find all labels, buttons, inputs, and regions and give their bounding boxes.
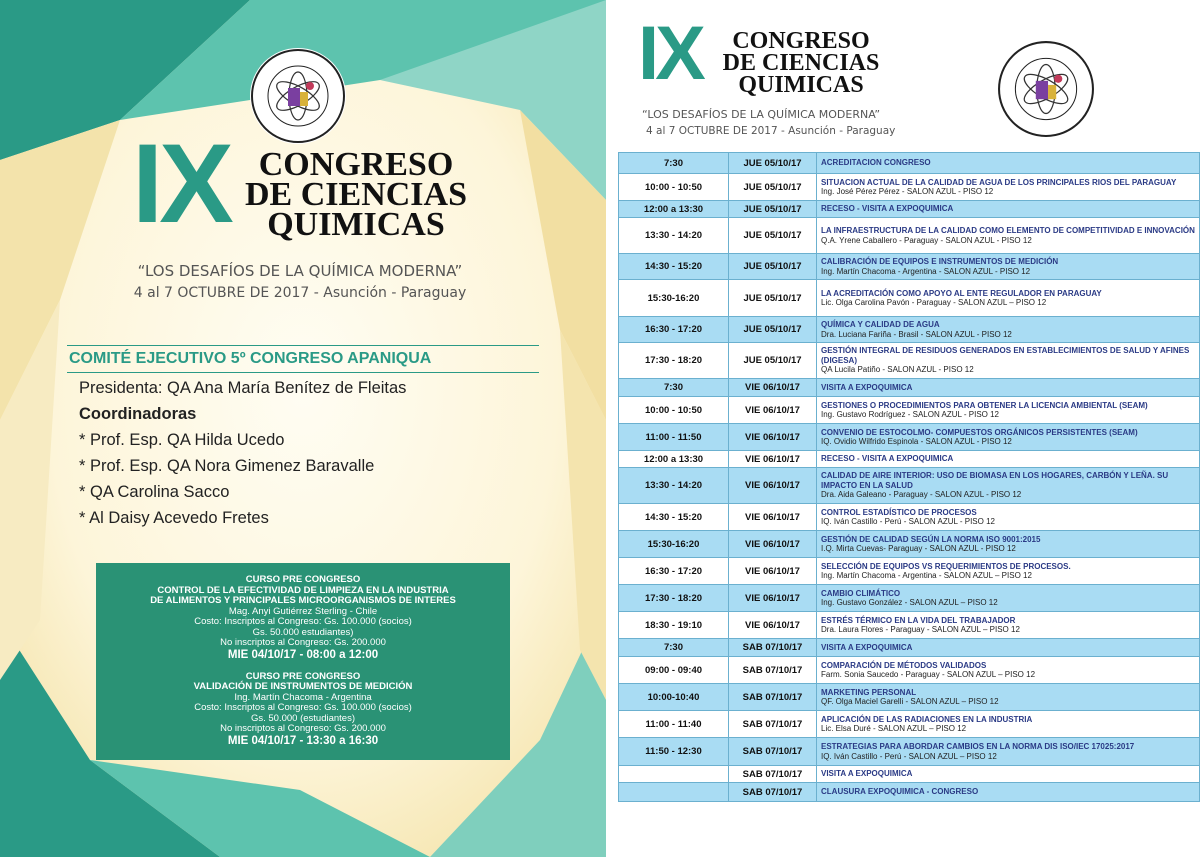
event-title: SITUACION ACTUAL DE LA CALIDAD DE AGUA DE LOS PRINCIPALES RIOS DEL PARAGUAY [821, 177, 1177, 187]
event-speaker: Dra. Luciana Fariña - Brasil - SALON AZUL - PISO 12 [821, 329, 1012, 339]
atom-logo-icon [250, 48, 346, 144]
course-1 [96, 575, 510, 662]
row-time [619, 783, 729, 802]
row-day: JUE 05/10/17 [729, 317, 817, 343]
event-title: VISITA A EXPOQUIMICA [821, 382, 913, 392]
course-heading: CURSO PRE CONGRESO [245, 574, 361, 585]
course-cost: Costo: Inscriptos al Congreso: Gs. 100.000 (socios) [194, 702, 412, 713]
course-when: MIE 04/10/17 - 08:00 a 12:00 [227, 648, 379, 661]
schedule-row [619, 424, 1200, 451]
coordinadora-item: * Prof. Esp. QA Nora Gimenez Baravalle [79, 457, 375, 475]
event-speaker: IQ. Iván Castillo - Perú - SALON AZUL - PISO 12 [821, 517, 995, 526]
row-event [817, 684, 1200, 711]
course-2 [96, 672, 510, 748]
row-event [817, 531, 1200, 558]
event-speaker: Ing. Gustavo González - SALON AZUL – PISO 12 [821, 598, 998, 607]
congress-line-2: DE CIENCIAS [245, 176, 467, 213]
schedule-row [619, 397, 1200, 424]
row-event [817, 468, 1200, 504]
row-time: 12:00 a 13:30 [619, 201, 729, 218]
schedule-row [619, 317, 1200, 343]
event-title: APLICACIÓN DE LAS RADIACIONES EN LA INDUSTRIA [821, 714, 1033, 724]
event-speaker: Ing. Martín Chacoma - Argentina - SALON AZUL - PISO 12 [821, 266, 1031, 276]
schedule-table [618, 152, 1200, 802]
event-title: VISITA A EXPOQUIMICA [821, 642, 913, 652]
row-time: 10:00 - 10:50 [619, 174, 729, 201]
row-time: 09:00 - 09:40 [619, 657, 729, 684]
row-day: VIE 06/10/17 [729, 531, 817, 558]
roman-numeral: IX [638, 11, 702, 96]
event-title: CONTROL ESTADÍSTICO DE PROCESOS [821, 507, 977, 517]
course-cost: Gs. 50.000 estudiantes) [252, 626, 354, 638]
event-speaker: Dra. Laura Flores - Paraguay - SALON AZUL – PISO 12 [821, 625, 1020, 634]
event-title: GESTIÓN DE CALIDAD SEGÚN LA NORMA ISO 9001:2015 [821, 534, 1041, 544]
right-panel [612, 0, 1200, 857]
event-title: GESTIONES O PROCEDIMIENTOS PARA OBTENER LA LICENCIA AMBIENTAL (SEAM) [821, 400, 1148, 410]
row-time: 15:30-16:20 [619, 531, 729, 558]
event-speaker: QA Lucila Patiño - SALON AZUL - PISO 12 [821, 365, 974, 375]
row-event [817, 451, 1200, 468]
row-event [817, 379, 1200, 397]
row-time: 13:30 - 14:20 [619, 468, 729, 504]
event-speaker: Lic. Elsa Duré - SALON AZUL – PISO 12 [821, 724, 967, 733]
congress-line-2: DE CIENCIAS [722, 50, 880, 76]
event-title: RECESO - VISITA A EXPOQUIMICA [821, 204, 954, 214]
course-speaker: Mag. Anyi Gutiérrez Sterling - Chile [228, 605, 378, 617]
event-speaker: Dra. Aida Galeano - Paraguay - SALON AZUL - PISO 12 [821, 490, 1022, 500]
row-day: VIE 06/10/17 [729, 379, 817, 397]
event-title: SELECCIÓN DE EQUIPOS VS REQUERIMIENTOS DE PROCESOS. [821, 561, 1071, 571]
course-speaker: Ing. Martín Chacoma - Argentina [234, 691, 372, 703]
row-time [619, 766, 729, 783]
schedule-row [619, 174, 1200, 201]
row-time: 11:50 - 12:30 [619, 738, 729, 766]
row-day: JUE 05/10/17 [729, 280, 817, 317]
association-logo [997, 40, 1095, 138]
schedule-row [619, 558, 1200, 585]
row-event [817, 585, 1200, 612]
schedule-row [619, 451, 1200, 468]
congress-title [232, 146, 480, 243]
row-event [817, 657, 1200, 684]
row-time: 16:30 - 17:20 [619, 317, 729, 343]
schedule-row [619, 738, 1200, 766]
schedule-row [619, 280, 1200, 317]
event-title: CALIBRACIÓN DE EQUIPOS E INSTRUMENTOS DE MEDICIÓN [821, 257, 1059, 266]
schedule-row [619, 504, 1200, 531]
course-when: MIE 04/10/17 - 13:30 a 16:30 [227, 734, 379, 747]
executive-committee [67, 345, 539, 531]
row-day: SAB 07/10/17 [729, 711, 817, 738]
row-event [817, 766, 1200, 783]
schedule-row [619, 153, 1200, 174]
congress-title [708, 30, 894, 96]
schedule-row [619, 218, 1200, 254]
event-speaker: I.Q. Mirta Cuevas- Paraguay - SALON AZUL - PISO 12 [821, 544, 1016, 553]
event-title: CAMBIO CLIMÁTICO [821, 588, 901, 598]
row-time: 11:00 - 11:50 [619, 424, 729, 451]
event-title: CLAUSURA EXPOQUIMICA - CONGRESO [821, 787, 979, 797]
schedule-row [619, 639, 1200, 657]
row-time: 14:30 - 15:20 [619, 504, 729, 531]
course-heading: CURSO PRE CONGRESO [245, 670, 361, 682]
row-event [817, 153, 1200, 174]
row-time: 17:30 - 18:20 [619, 585, 729, 612]
row-day: VIE 06/10/17 [729, 558, 817, 585]
pre-congress-courses [96, 563, 510, 760]
row-time: 13:30 - 14:20 [619, 218, 729, 254]
course-cost: No inscriptos al Congreso: Gs. 200.000 [220, 723, 386, 734]
coordinadora-item: * Prof. Esp. QA Hilda Ucedo [79, 431, 285, 449]
schedule-row [619, 711, 1200, 738]
row-time: 16:30 - 17:20 [619, 558, 729, 585]
row-day: JUE 05/10/17 [729, 174, 817, 201]
event-title: ESTRATEGIAS PARA ABORDAR CAMBIOS EN LA NORMA DIS ISO/IEC 17025:2017 [821, 742, 1135, 751]
schedule-row [619, 657, 1200, 684]
atom-logo-icon [997, 40, 1095, 138]
schedule-row [619, 254, 1200, 280]
schedule-row [619, 766, 1200, 783]
row-event [817, 317, 1200, 343]
motto: “LOS DESAFÍOS DE LA QUÍMICA MODERNA” [642, 108, 881, 121]
row-event [817, 639, 1200, 657]
course-title: DE ALIMENTOS Y PRINCIPALES MICROORGANISMOS DE INTERES [150, 595, 456, 606]
row-time: 18:30 - 19:10 [619, 612, 729, 639]
course-title: CONTROL DE LA EFECTIVIDAD DE LIMPIEZA EN LA INDUSTRIA [157, 584, 449, 596]
row-event [817, 254, 1200, 280]
event-title: COMPARACIÓN DE MÉTODOS VALIDADOS [821, 660, 987, 670]
row-time: 12:00 a 13:30 [619, 451, 729, 468]
roman-numeral: IX [132, 121, 230, 246]
row-day: JUE 05/10/17 [729, 343, 817, 379]
event-title: QUÍMICA Y CALIDAD DE AGUA [821, 320, 940, 329]
congress-line-3: QUIMICAS [738, 72, 864, 98]
row-day: VIE 06/10/17 [729, 397, 817, 424]
row-event [817, 424, 1200, 451]
schedule-body [619, 153, 1200, 802]
event-title: MARKETING PERSONAL [821, 687, 917, 697]
row-event [817, 504, 1200, 531]
schedule-row [619, 379, 1200, 397]
row-event [817, 174, 1200, 201]
row-day: JUE 05/10/17 [729, 218, 817, 254]
schedule-row [619, 783, 1200, 802]
row-event [817, 280, 1200, 317]
event-title: GESTIÓN INTEGRAL DE RESIDUOS GENERADOS EN ESTABLECIMIENTOS DE SALUD Y AFINES (DIGESA) [821, 346, 1190, 365]
event-title: RECESO - VISITA A EXPOQUIMICA [821, 454, 954, 464]
row-day: JUE 05/10/17 [729, 153, 817, 174]
schedule-row [619, 684, 1200, 711]
row-day: VIE 06/10/17 [729, 612, 817, 639]
schedule-row [619, 585, 1200, 612]
row-day: SAB 07/10/17 [729, 684, 817, 711]
row-day: SAB 07/10/17 [729, 657, 817, 684]
schedule-row [619, 468, 1200, 504]
event-speaker: IQ. Ovidio Wilfrido Espinola - SALON AZUL - PISO 12 [821, 437, 1012, 446]
row-day: JUE 05/10/17 [729, 254, 817, 280]
row-day: SAB 07/10/17 [729, 738, 817, 766]
course-cost: Gs. 50.000 (estudiantes) [250, 712, 356, 724]
row-event [817, 783, 1200, 802]
event-title: ACREDITACION CONGRESO [821, 158, 931, 168]
event-speaker: Ing. José Pérez Pérez - SALON AZUL - PISO 12 [821, 187, 994, 196]
row-time: 15:30-16:20 [619, 280, 729, 317]
row-event [817, 738, 1200, 766]
event-dates: 4 al 7 OCTUBRE DE 2017 - Asunción - Paraguay [646, 125, 896, 137]
congress-line-1: CONGRESO [732, 28, 870, 54]
committee-title: COMITÉ EJECUTIVO 5º CONGRESO APANIQUA [67, 345, 539, 373]
coordinadoras-label: Coordinadoras [79, 405, 197, 423]
event-title: CALIDAD DE AIRE INTERIOR: USO DE BIOMASA EN LOS HOGARES, CARBÓN Y LEÑA. SU IMPACTO EN LA SALUD [821, 471, 1169, 490]
schedule-row [619, 201, 1200, 218]
coordinadora-item: * Al Daisy Acevedo Fretes [79, 509, 269, 527]
event-title: LA INFRAESTRUCTURA DE LA CALIDAD COMO ELEMENTO DE COMPETITIVIDAD E INNOVACIÓN [821, 226, 1195, 235]
row-time: 17:30 - 18:20 [619, 343, 729, 379]
event-title: CONVENIO DE ESTOCOLMO- COMPUESTOS ORGÁNICOS PERSISTENTES (SEAM) [821, 427, 1138, 437]
row-event [817, 343, 1200, 379]
congress-line-3: QUIMICAS [267, 206, 445, 243]
row-day: SAB 07/10/17 [729, 766, 817, 783]
event-speaker: Ing. Gustavo Rodríguez - SALON AZUL - PISO 12 [821, 410, 1000, 419]
presidenta: Presidenta: QA Ana María Benítez de Fleitas [79, 379, 407, 397]
row-time: 7:30 [619, 379, 729, 397]
row-day: VIE 06/10/17 [729, 585, 817, 612]
course-cost: Costo: Inscriptos al Congreso: Gs. 100.000 (socios) [194, 616, 412, 627]
schedule-row [619, 612, 1200, 639]
event-speaker: Lic. Olga Carolina Pavón - Paraguay - SALON AZUL – PISO 12 [821, 298, 1047, 307]
row-day: VIE 06/10/17 [729, 424, 817, 451]
coordinadora-item: * QA Carolina Sacco [79, 483, 230, 501]
row-event [817, 397, 1200, 424]
event-speaker: IQ. Iván Castillo - Perú - SALON AZUL – PISO 12 [821, 751, 997, 761]
congress-line-1: CONGRESO [258, 146, 454, 183]
row-time: 11:00 - 11:40 [619, 711, 729, 738]
schedule-row [619, 531, 1200, 558]
row-event [817, 558, 1200, 585]
event-speaker: Farm. Sonia Saucedo - Paraguay - SALON AZUL – PISO 12 [821, 670, 1036, 679]
row-day: VIE 06/10/17 [729, 451, 817, 468]
row-time: 10:00 - 10:50 [619, 397, 729, 424]
course-title: VALIDACIÓN DE INSTRUMENTOS DE MEDICIÓN [193, 681, 413, 692]
association-logo [250, 48, 346, 144]
row-time: 7:30 [619, 639, 729, 657]
row-event [817, 218, 1200, 254]
event-title: ESTRÉS TÉRMICO EN LA VIDA DEL TRABAJADOR [821, 615, 1016, 625]
row-day: VIE 06/10/17 [729, 468, 817, 504]
schedule-row [619, 343, 1200, 379]
event-title: VISITA A EXPOQUIMICA [821, 769, 913, 779]
row-time: 7:30 [619, 153, 729, 174]
event-speaker: QF. Olga Maciel Garelli - SALON AZUL – PISO 12 [821, 697, 999, 706]
row-event [817, 201, 1200, 218]
row-time: 14:30 - 15:20 [619, 254, 729, 280]
row-event [817, 711, 1200, 738]
course-cost: No inscriptos al Congreso: Gs. 200.000 [220, 637, 386, 648]
event-title: LA ACREDITACIÓN COMO APOYO AL ENTE REGULADOR EN PARAGUAY [821, 288, 1102, 298]
event-dates: 4 al 7 OCTUBRE DE 2017 - Asunción - Paraguay [133, 285, 467, 301]
row-day: SAB 07/10/17 [729, 783, 817, 802]
event-speaker: Q.A. Yrene Caballero - Paraguay - SALON AZUL - PISO 12 [821, 235, 1032, 245]
row-day: JUE 05/10/17 [729, 201, 817, 218]
motto: “LOS DESAFÍOS DE LA QUÍMICA MODERNA” [137, 262, 463, 280]
row-day: VIE 06/10/17 [729, 504, 817, 531]
row-event [817, 612, 1200, 639]
row-time: 10:00-10:40 [619, 684, 729, 711]
event-speaker: Ing. Martín Chacoma - Argentina - SALON AZUL – PISO 12 [821, 571, 1032, 580]
row-day: SAB 07/10/17 [729, 639, 817, 657]
